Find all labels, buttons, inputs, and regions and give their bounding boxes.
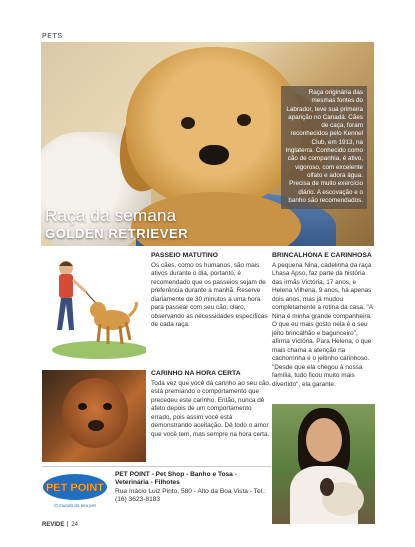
footer-magazine: REVIDE	[42, 522, 65, 528]
hero-caption: Raça originária das mesmas fontes do Labrador, teve sua primeira aparição no Canadá. Cães de caça, foram reconhecidos pelo Kennel Club, em 1913, na Inglaterra. Conhecido como cão de companhia, é ativo, vigoroso, com excelente olfato e adora água. Precisa de muito exercício diário. A escovação e o banho são recomendados.	[281, 86, 367, 209]
article-passeio	[151, 252, 271, 330]
puppy-nose	[199, 145, 229, 165]
man-shirt	[59, 274, 73, 298]
spaniel-eye-right	[103, 403, 112, 410]
girl-face	[306, 418, 342, 462]
puppy-eye-left	[181, 117, 195, 129]
lhasa-dog-ear	[320, 478, 334, 496]
grass-shape	[52, 341, 146, 359]
footer-separator	[67, 521, 68, 527]
passeio-body: Os cães, como os humanos, são mais ativos durante o dia, portanto, é recomendado que os passeios sejam de preferência durante a manhã. Reserve diariamente de 30 minutos a uma hora para passear com seu cão, claro, observando as necessidades específicas de cada raça.	[151, 261, 268, 328]
logo-text: PET POINT	[45, 482, 105, 494]
hero-puppy-photo	[41, 42, 374, 246]
hero-title-small: Raça da semana	[45, 206, 177, 225]
man-walking-dog-illustration	[42, 252, 146, 362]
ad-divider	[42, 466, 271, 467]
carinho-heading: CARINHO NA HORA CERTA	[151, 370, 241, 377]
girls-with-dog-photo	[272, 404, 375, 524]
pet-point-logo	[42, 472, 108, 510]
logo-tagline: O mundo do seu pet	[54, 503, 96, 508]
puppy-eye-right	[237, 114, 251, 126]
footer-page-number: 24	[71, 522, 79, 528]
spaniel-nose	[88, 420, 104, 431]
section-label: PETS	[42, 33, 63, 40]
ad-address: Rua Inácio Luiz Pinto, 580 - Alto da Boa Vista - Tel.: (16) 3623-8183	[115, 487, 266, 504]
man-hair	[59, 262, 73, 267]
spaniel-eye-left	[78, 403, 87, 410]
brincalhona-body: A pequena Nina, cadelinha da raça Lhasa Apso, faz parte da história das irmãs Victória, 17 anos, e Helena Vilhena, 9 anos, há apenas dois anos, mas já mudou completamente a rotina da casa. "A Nina é minha grande companheira. O que eu mais gosto nela é o seu jeito brincalhão e bagunceiro", afirma Victória. Para Helena, o que mais chama a atenção na cachorrinha é o jeitinho carinhoso. "Desde que ela chegou à nossa família, tudo ficou muito mais divertido", ela garante.	[272, 261, 373, 388]
ad-title: PET POINT - Pet Shop - Banho e Tosa - Veterinária - Filhotes	[115, 471, 237, 487]
ad-block	[115, 471, 271, 505]
man-pants	[57, 298, 74, 330]
page-footer	[42, 521, 78, 528]
puppy-head	[126, 47, 301, 207]
hero-title-breed: GOLDEN RETRIEVER	[45, 226, 189, 241]
dog-head	[90, 302, 106, 318]
article-brincalhona	[272, 252, 375, 389]
dog-tail	[129, 302, 136, 316]
man-arm	[73, 280, 86, 292]
spaniel-photo	[42, 370, 146, 462]
brincalhona-heading: BRINCALHONA E CARINHOSA	[272, 252, 372, 259]
article-carinho	[151, 370, 271, 439]
passeio-heading: PASSEIO MATUTINO	[151, 252, 218, 259]
carinho-body: Toda vez que você dá carinho ao seu cão, está premiando o comportamento que precedeu este carinho. Então, nunca dê afeto depois de um comportamento errado, pois assim você está demonstrando aceitação. Dê todo o amor que você tem, mas sempre na hora certa.	[151, 379, 271, 438]
spaniel-head	[62, 378, 128, 448]
